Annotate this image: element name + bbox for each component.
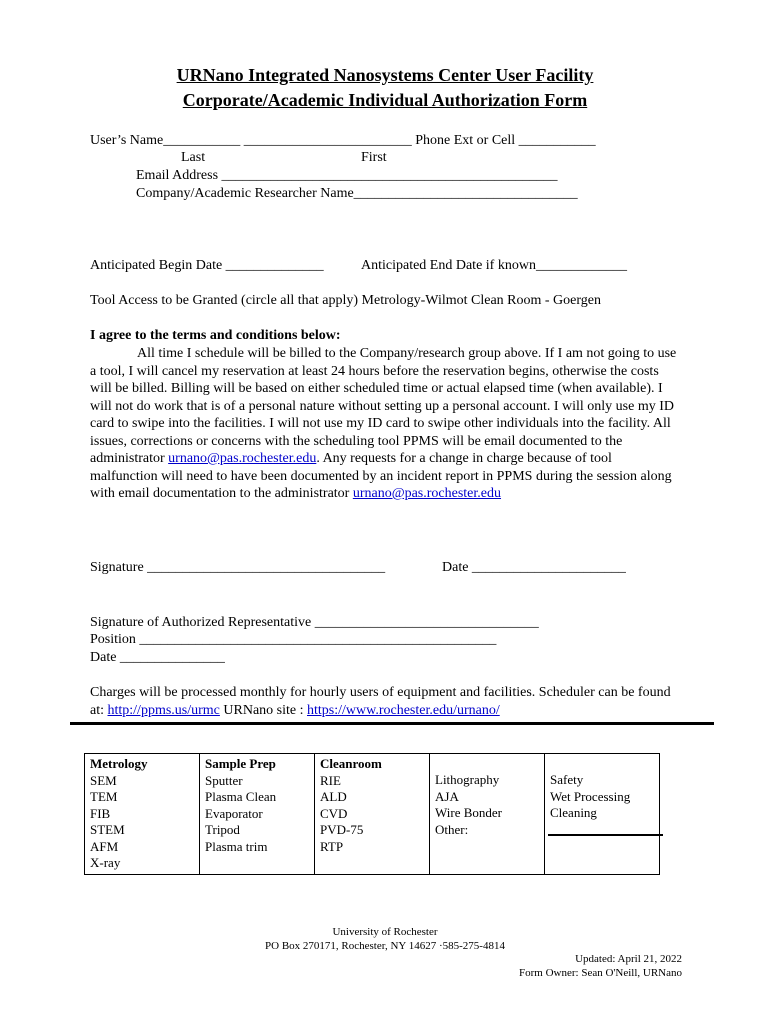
tool-item[interactable]: Plasma trim [205,838,268,854]
tool-item[interactable]: FIB [90,805,111,821]
tool-item[interactable]: STEM [90,822,125,837]
tool-item[interactable]: X-ray [90,855,121,870]
tool-item[interactable]: CVD [320,805,348,821]
tool-item[interactable]: RIE [320,772,341,788]
tool-item[interactable]: Tripod [205,822,240,837]
tool-item[interactable]: SEM [90,772,117,788]
terms-heading: I agree to the terms and conditions below: [90,328,341,343]
admin-email-link-1[interactable]: urnano@pas.rochester.edu [168,451,317,466]
cleanroom-column-3 [545,754,660,875]
form-title-line2: Corporate/Academic Individual Authorization Form [182,90,588,110]
footer-university: University of Rochester [332,926,438,938]
tool-item[interactable]: Other: [435,821,469,837]
begin-date-field[interactable]: Anticipated Begin Date ______________ [90,258,324,273]
authorized-rep-signature-field[interactable]: Signature of Authorized Representative ________________________________ [90,615,539,630]
terms-body-text-1: All time I schedule will be billed to the Company/research group above. If I am not going to use a tool, I will cancel my reservation at least 24 hours before the reservation begins, otherwise the costs will be billed. Billing will be based on either scheduled time or actual elapsed time (when available). I will not do work that is of a personal nature without setting up a personal account. I will only use my ID card to swipe into the facilities. I will not use my ID card to swipe other individuals into the facility. All issues, corrections or concerns with the scheduling tool PPMS will be email documented to the administrator [90,346,677,466]
signature-field[interactable]: Signature __________________________________ [90,560,386,575]
user-name-field[interactable]: User’s Name___________ ________________________ Phone Ext or Cell ___________ [90,133,596,148]
tool-item[interactable]: Plasma Clean [205,789,277,804]
tool-item[interactable]: ALD [320,789,347,804]
cleanroom-column-2 [430,754,545,875]
tool-access-line[interactable]: Tool Access to be Granted (circle all that apply) Metrology-Wilmot Clean Room - Goergen [90,293,601,308]
end-date-field[interactable]: Anticipated End Date if known_____________ [361,258,627,273]
metrology-heading: Metrology [90,756,148,771]
authorized-date-field[interactable]: Date _______________ [90,650,225,665]
tool-item[interactable]: Cleaning [550,805,597,820]
tools-table [84,753,660,875]
position-field[interactable]: Position ___________________________________________________ [90,632,497,647]
other-entry-line[interactable] [548,834,663,836]
charges-text-2: URNano site : [219,702,307,718]
tool-item[interactable]: RTP [320,838,344,854]
last-name-label: Last [181,150,206,165]
company-researcher-field[interactable]: Company/Academic Researcher Name________________________________ [136,186,578,201]
tool-item[interactable]: PVD-75 [320,822,364,837]
ppms-link[interactable]: http://ppms.us/urmc [107,702,220,718]
form-title-line1: URNano Integrated Nanosystems Center User Facility [176,65,594,85]
sample-prep-heading: Sample Prep [205,756,276,771]
tool-item[interactable]: Wire Bonder [435,805,502,820]
footer-owner: Form Owner: Sean O'Neill, URNano [519,967,682,979]
tool-item[interactable]: TEM [90,789,118,804]
tool-item[interactable]: Evaporator [205,805,263,821]
cleanroom-column [315,754,430,875]
urnano-site-link[interactable]: https://www.rochester.edu/urnano/ [307,702,500,718]
signature-date-field[interactable]: Date ______________________ [442,560,626,575]
tool-item[interactable]: Wet Processing [550,788,631,804]
admin-email-link-2[interactable]: urnano@pas.rochester.edu [352,486,502,501]
tool-item[interactable]: Safety [550,772,584,787]
email-address-field[interactable]: Email Address ________________________________________________ [136,168,558,183]
tool-item[interactable]: AFM [90,838,119,854]
terms-body [90,345,682,503]
metrology-column [85,754,200,875]
tool-item[interactable]: Sputter [205,772,243,788]
sample-prep-column [200,754,315,875]
tool-item[interactable]: Lithography [435,772,500,787]
footer-address: PO Box 270171, Rochester, NY 14627 ·585-275-4814 [265,940,505,952]
charges-text [90,684,682,719]
terms-body-text-2: . Any requests for a change in charge because of tool malfunction will need to have been documented by an incident report in PPMS during the session along with email documentation to the administrator [90,451,672,501]
charges-text-1: Charges will be processed monthly for hourly users of equipment and facilities. Scheduler can be found at: [90,685,671,718]
section-divider [70,722,714,725]
cleanroom-heading: Cleanroom [320,756,382,771]
footer-updated: Updated: April 21, 2022 [575,953,682,965]
tool-item[interactable]: AJA [435,788,459,804]
first-name-label: First [361,150,387,165]
